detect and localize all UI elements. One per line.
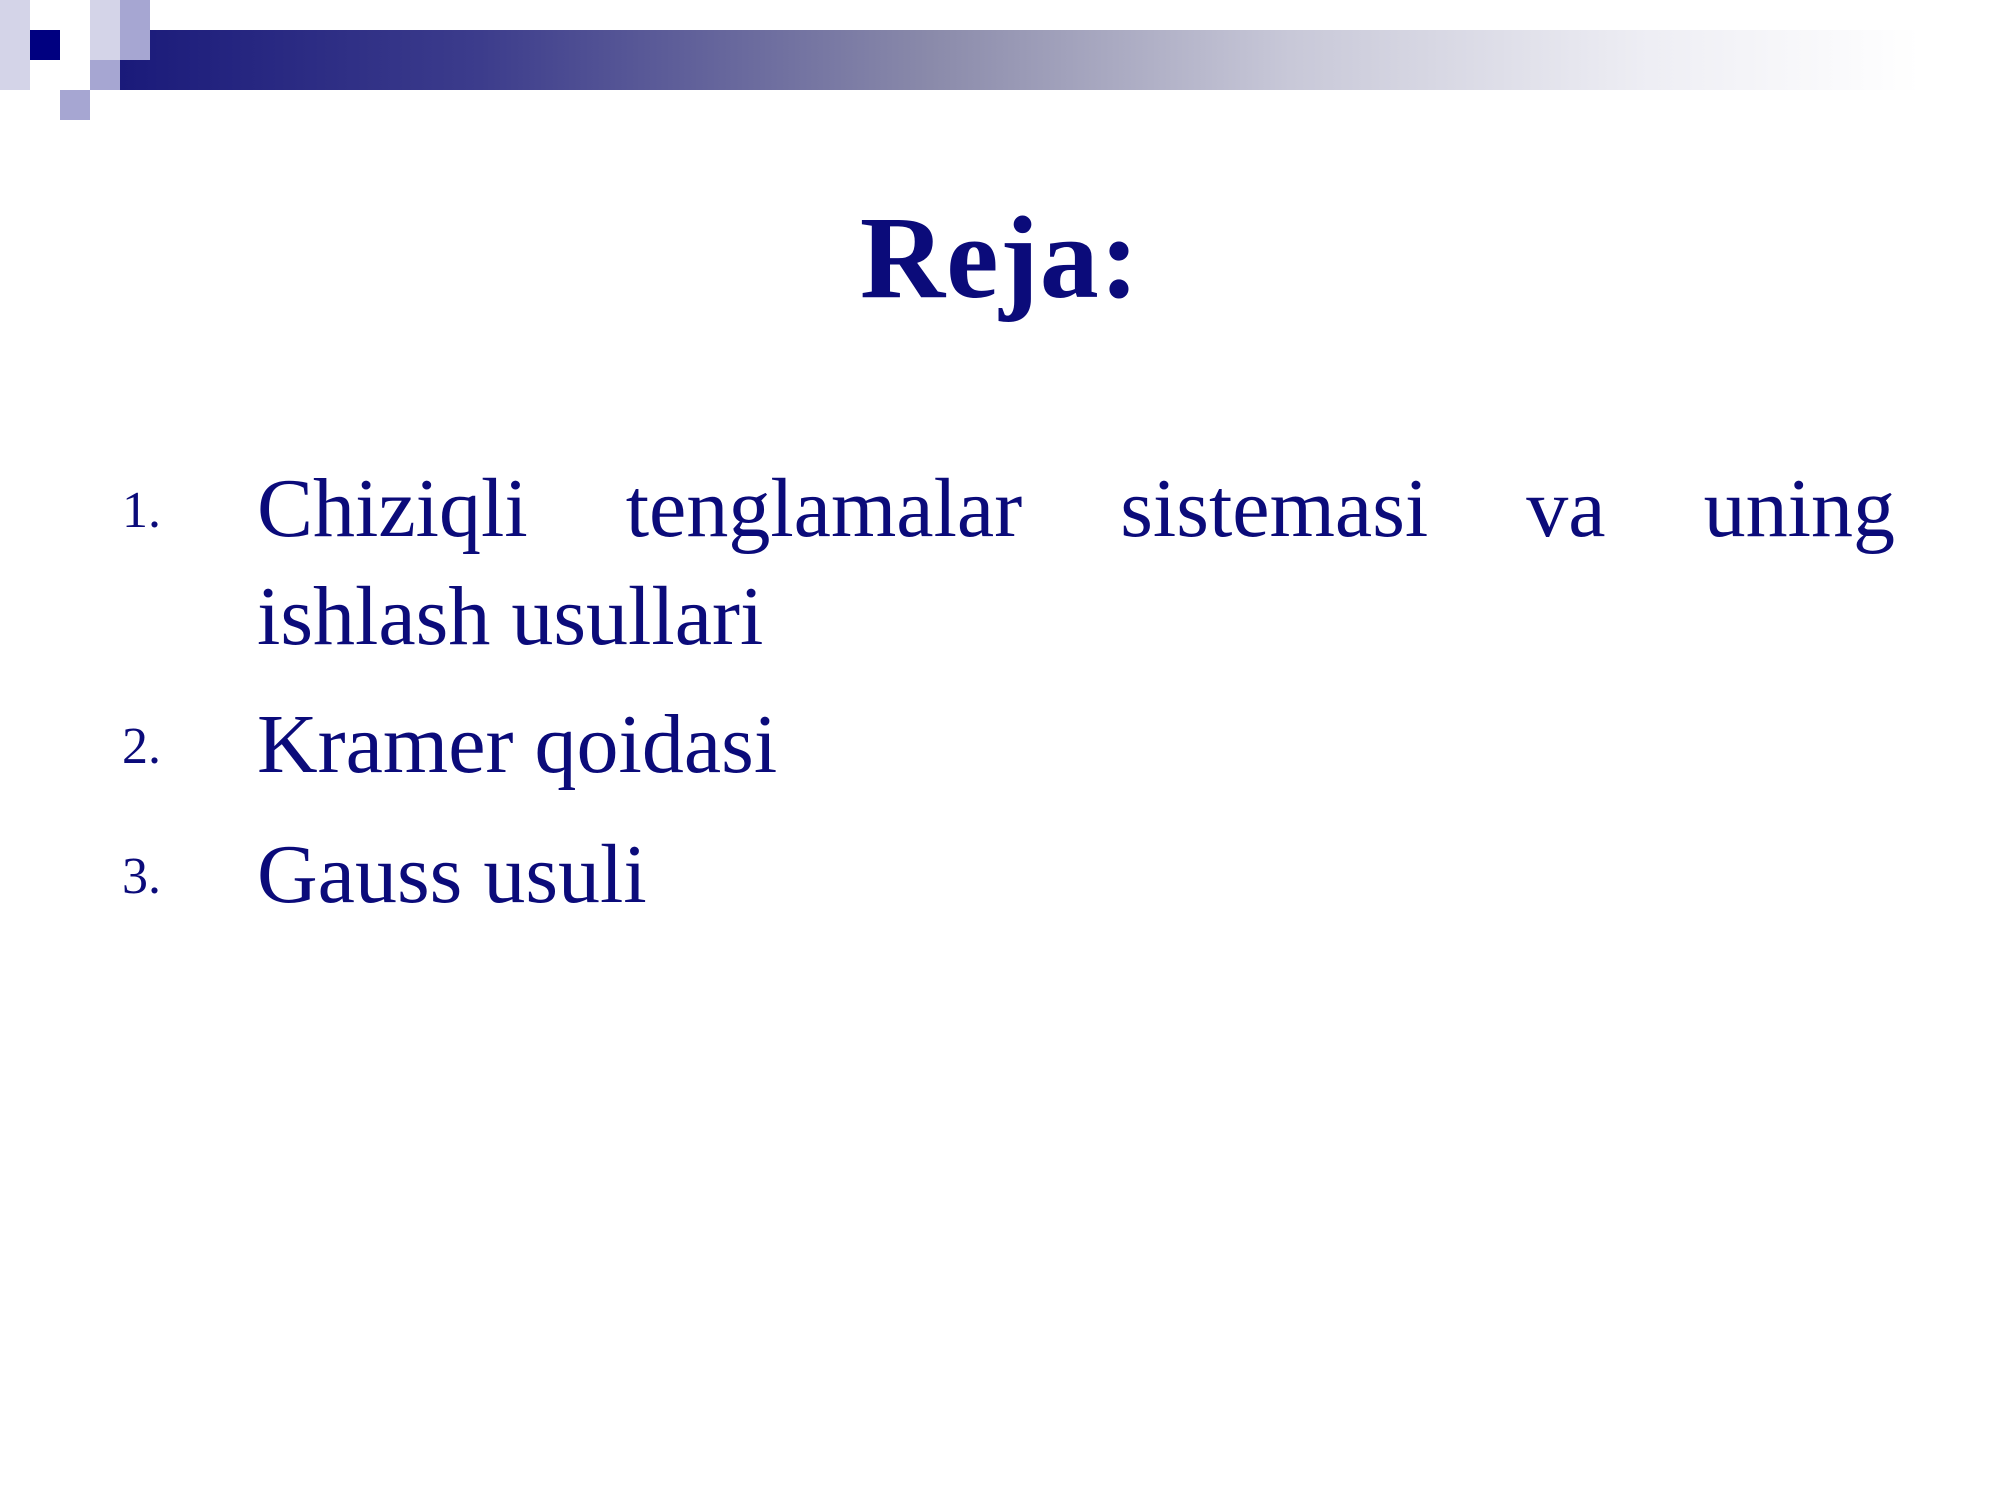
decor-square xyxy=(60,90,90,120)
decor-square xyxy=(90,0,120,30)
word: va xyxy=(1526,462,1606,555)
decor-square xyxy=(120,0,150,30)
decor-square xyxy=(30,30,60,60)
list-item-number: 3. xyxy=(122,848,161,905)
word: uning xyxy=(1703,462,1895,555)
decor-square xyxy=(90,60,120,90)
header-gradient-bar xyxy=(120,30,1920,90)
justified-line xyxy=(257,455,1895,563)
decor-square xyxy=(0,30,30,60)
list-item-text xyxy=(257,455,1895,671)
decor-square xyxy=(0,60,30,90)
list-item-number: 1. xyxy=(122,482,161,539)
word: tenglamalar xyxy=(625,462,1023,555)
list-item-number: 2. xyxy=(122,718,161,775)
list-item-text: Gauss usuli xyxy=(257,828,647,921)
list-item-text: Kramer qoidasi xyxy=(257,698,778,791)
decor-square xyxy=(120,30,150,60)
list-item-text-line2: ishlash usullari xyxy=(257,570,764,663)
word: sistemasi xyxy=(1120,462,1429,555)
decor-square xyxy=(90,30,120,60)
word: Chiziqli xyxy=(257,462,528,555)
slide-title: Reja: xyxy=(859,192,1141,323)
decor-square xyxy=(0,0,30,30)
